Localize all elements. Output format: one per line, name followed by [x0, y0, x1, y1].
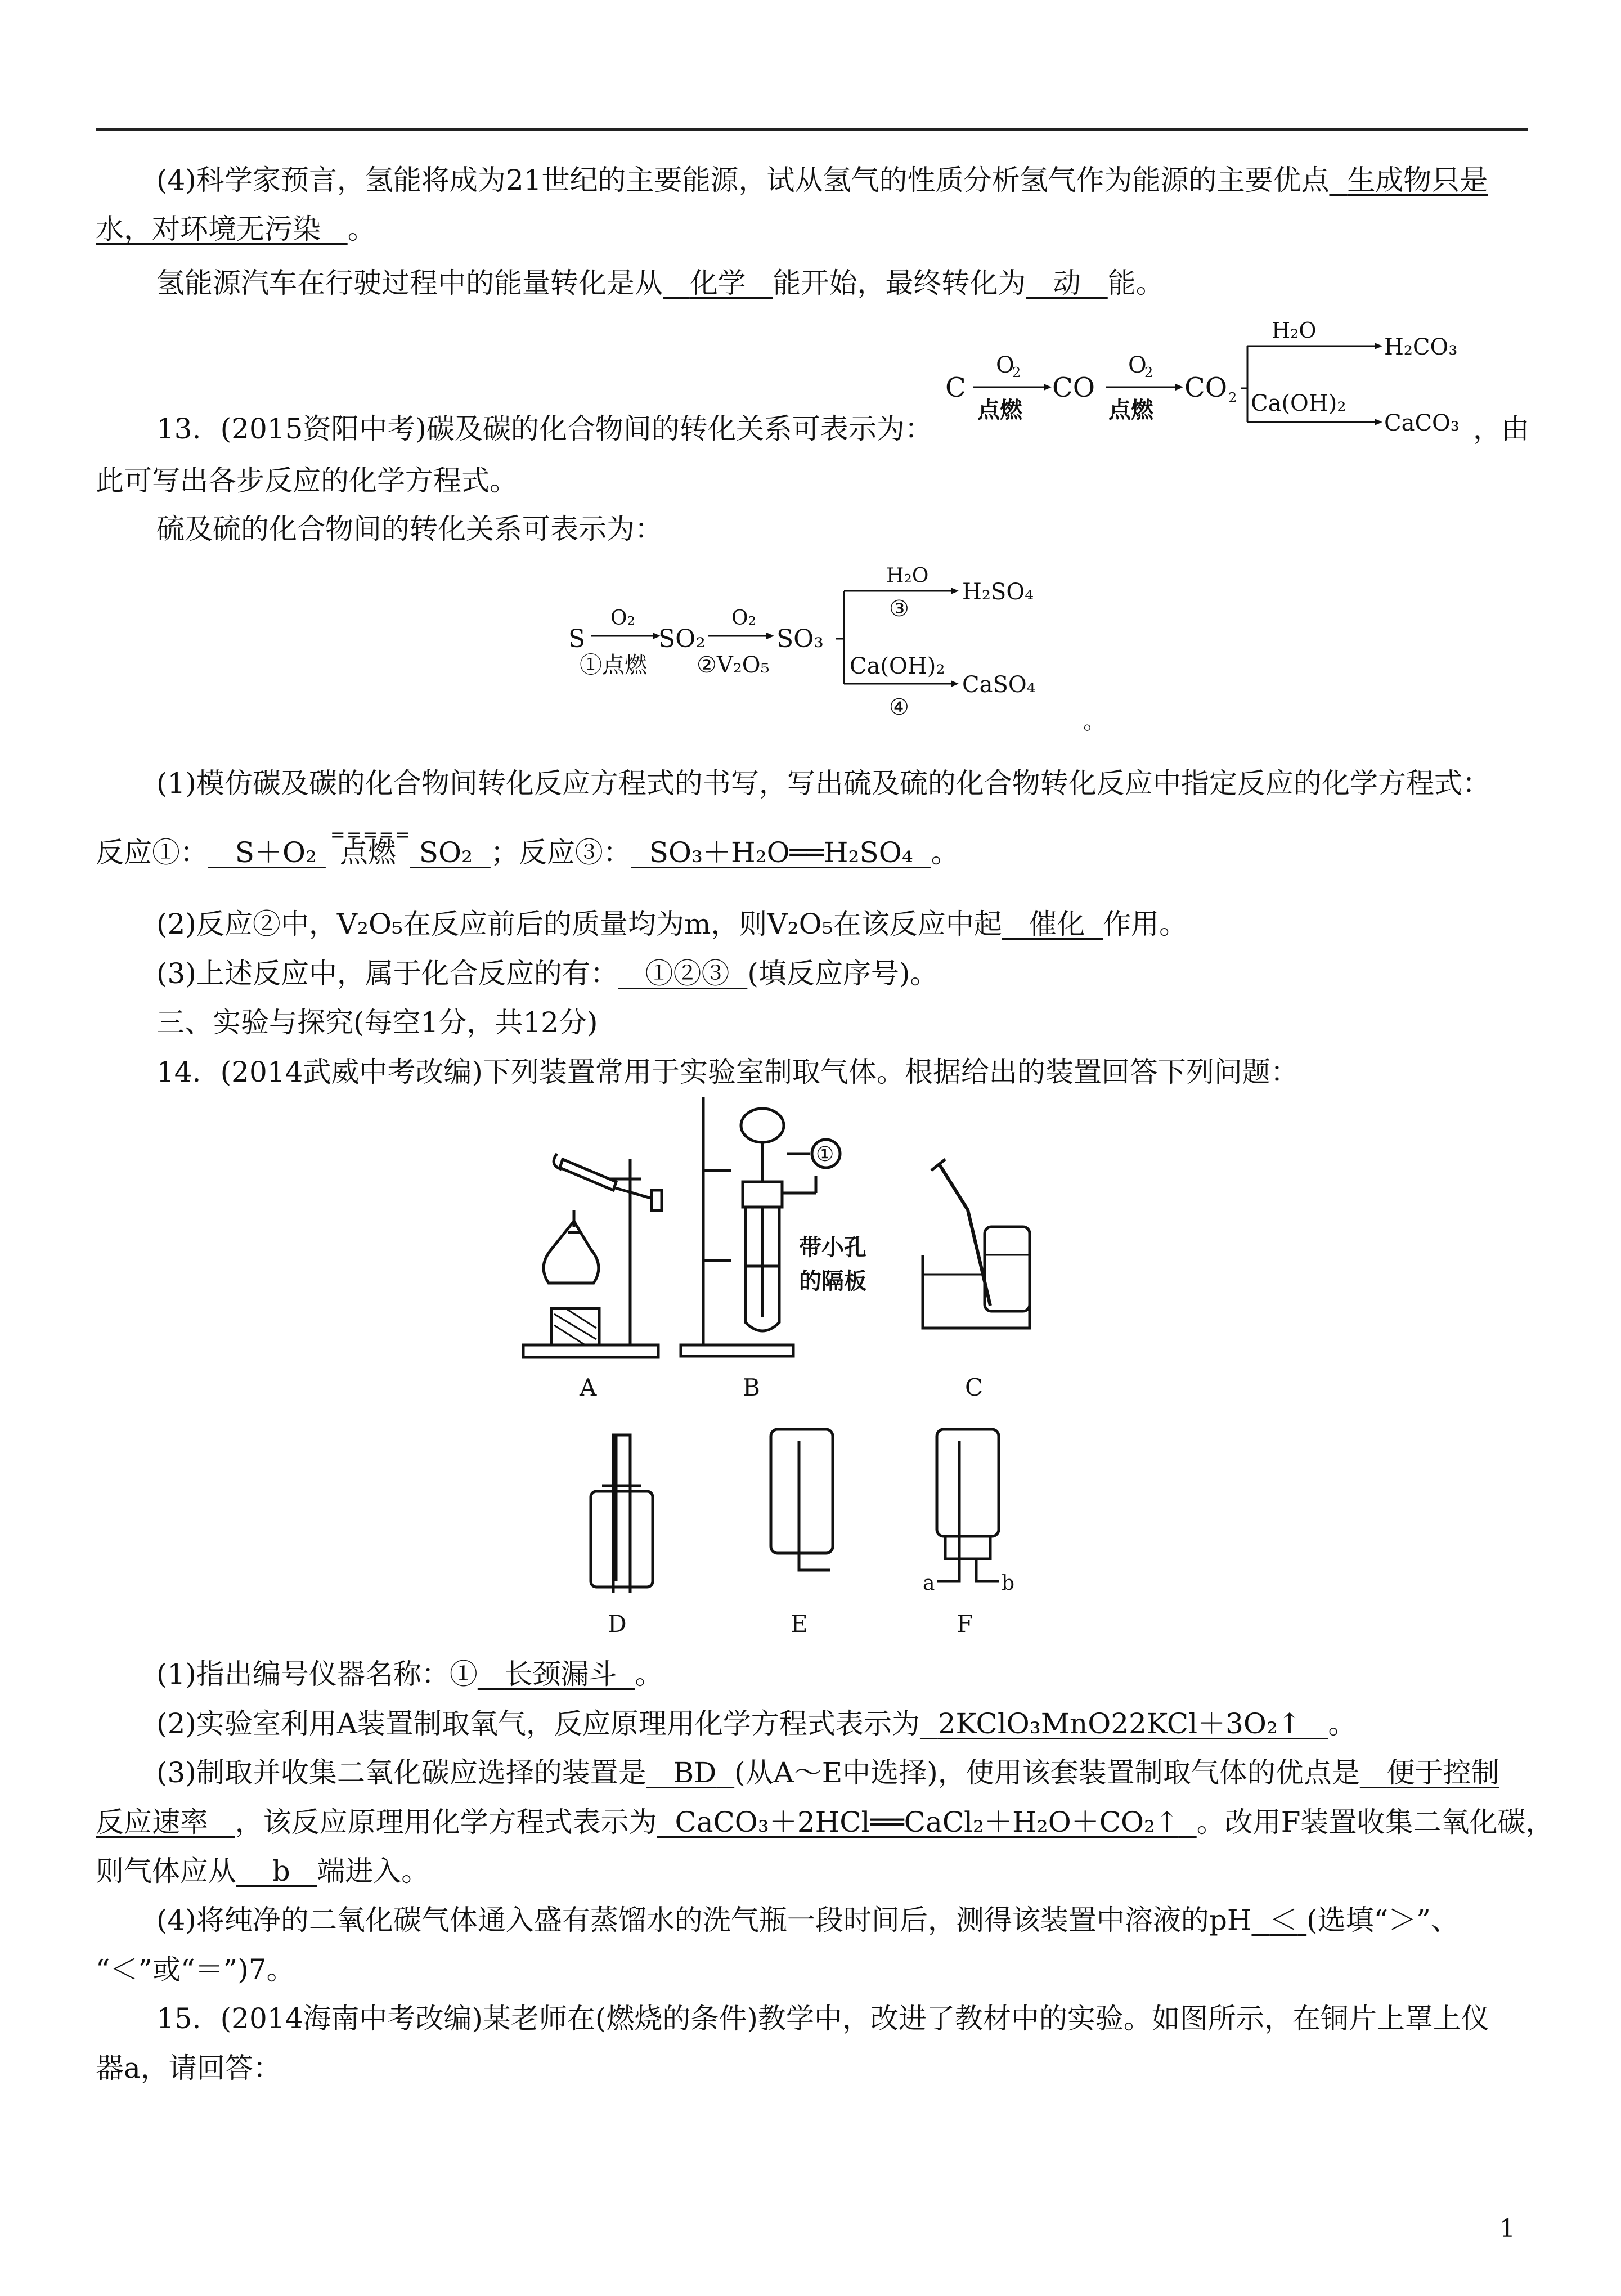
sulfur-so3: SO₃ — [776, 625, 824, 653]
q13-p3: (3)上述反应中，属于化合反应的有： ①②③ (填反应序号)。 — [156, 957, 939, 990]
sulfur-step4: ④ — [889, 694, 909, 720]
q14-p3-line1: (3)制取并收集二氧化碳应选择的装置是 BD (从A～E中选择)，使用该套装置制取气体的优点是 便于控制 — [156, 1756, 1499, 1789]
apparatus-a — [523, 1154, 662, 1357]
q12-p4-line2: 水，对环境无污染 。 — [96, 213, 376, 245]
carbon-co2: CO — [1184, 372, 1228, 403]
q13-p2-answer: 催化 — [1029, 908, 1085, 940]
q13-line3: 硫及硫的化合物间的转化关系可表示为： — [156, 513, 663, 545]
q13-intro: 13．(2015资阳中考)碳及碳的化合物间的转化关系可表示为： — [156, 412, 933, 445]
q13-p2: (2)反应②中，V₂O₅在反应前后的质量均为m，则V₂O₅在该反应中起 催化 作用。 — [156, 908, 1188, 940]
q14-p4-line1: (4)将纯净的二氧化碳气体通入盛有蒸馏水的洗气瓶一段时间后，测得该装置中溶液的pH ＜ (选填“＞”、 — [156, 1904, 1459, 1936]
carbon-caco3: CaCO₃ — [1384, 410, 1460, 436]
q12-energy-answer2: 动 — [1053, 267, 1081, 299]
q15-line2: 器a，请回答： — [96, 2052, 281, 2084]
carbon-h2o: H₂O — [1272, 318, 1317, 343]
q14-p3-answer1: BD — [673, 1756, 717, 1789]
carbon-caoh2: Ca(OH)₂ — [1251, 391, 1346, 416]
apparatus-e — [771, 1429, 833, 1570]
q14-p1: (1)指出编号仪器名称：① 长颈漏斗 。 — [156, 1658, 663, 1690]
carbon-o2-b: O — [1128, 352, 1147, 378]
q14-p2: (2)实验室利用A装置制取氧气，反应原理用化学方程式表示为 2KClO₃MnO22KCl＋3O₂↑ 。 — [156, 1707, 1357, 1740]
sulfur-step3: ③ — [889, 596, 909, 622]
q14-p3-answer2a: 便于控制 — [1386, 1756, 1499, 1789]
sulfur-o2-a: O₂ — [610, 607, 635, 630]
sulfur-caoh2: Ca(OH)₂ — [850, 653, 945, 679]
sulfur-caso4: CaSO₄ — [962, 672, 1036, 698]
svg-text:2: 2 — [1144, 365, 1153, 380]
apparatus-circle-1: ① — [816, 1143, 834, 1166]
sulfur-h2so4: H₂SO₄ — [962, 579, 1034, 605]
q13-r1-condition: ===== 点燃 — [330, 824, 411, 869]
sulfur-o2-b: O₂ — [731, 607, 756, 630]
apparatus-port-a: a — [923, 1572, 935, 1595]
apparatus-port-b: b — [1002, 1572, 1015, 1595]
q14-p4-line2: “＜”或“＝”)7。 — [96, 1953, 295, 1986]
apparatus-label-c: C — [965, 1374, 984, 1401]
svg-text:2: 2 — [1012, 365, 1021, 380]
carbon-c: C — [945, 372, 966, 403]
sulfur-so2: SO₂ — [658, 625, 706, 653]
page-number: 1 — [1499, 2214, 1515, 2243]
q15-line1: 15．(2014海南中考改编)某老师在(燃烧的条件)教学中，改进了教材中的实验。如图所示，在铜片上罩上仪 — [156, 2002, 1489, 2035]
q13-r1-answer: S＋O₂ — [235, 836, 317, 869]
carbon-o2-a: O — [996, 352, 1014, 378]
carbon-fire-1: 点燃 — [977, 397, 1022, 423]
q14-p3-answer2b: 反应速率 — [96, 1806, 208, 1838]
q13-p1: (1)模仿碳及碳的化合物间转化反应方程式的书写，写出硫及硫的化合物转化反应中指定反应的化学方程式： — [156, 767, 1490, 800]
apparatus-label-a: A — [580, 1374, 597, 1401]
sulfur-s: S — [568, 625, 586, 653]
q13-r3-answer: SO₃＋H₂O══H₂SO₄ — [649, 836, 913, 869]
q13-line2: 此可写出各步反应的化学方程式。 — [96, 464, 518, 497]
q14-intro: 14．(2014武威中考改编)下列装置常用于实验室制取气体。根据给出的装置回答下列问题： — [156, 1056, 1299, 1088]
apparatus-figure — [518, 1097, 1137, 1643]
apparatus-label-e: E — [791, 1610, 808, 1638]
q12-p4-answer1: 生成物只是 — [1347, 164, 1488, 196]
sulfur-conversion-diagram — [557, 554, 1108, 740]
q14-p2-answer: 2KClO₃MnO22KCl＋3O₂↑ — [937, 1707, 1301, 1740]
q14-p3-line2: 反应速率 ，该反应原理用化学方程式表示为 CaCO₃＋2HCl══CaCl₂＋H₂O＋CO₂↑ 。改用F装置收集二氧化碳， — [96, 1806, 1554, 1838]
q14-p3-answer4: b — [272, 1855, 290, 1887]
q13-reactions: 反应①： S＋O₂ ===== 点燃 SO₂ ；反应③： SO₃＋H₂O══H₂SO₄ 。 — [96, 824, 959, 869]
q12-energy-line: 氢能源汽车在行驶过程中的能量转化是从 化学 能开始，最终转化为 动 能。 — [156, 267, 1164, 299]
apparatus-partition-1: 带小孔 — [799, 1234, 866, 1261]
apparatus-partition-2: 的隔板 — [799, 1268, 866, 1294]
q13-intro-tail: ，由 — [1473, 412, 1529, 445]
sulfur-h2o: H₂O — [886, 564, 929, 588]
apparatus-b — [681, 1097, 840, 1356]
apparatus-c — [923, 1159, 1030, 1328]
q13-r1-product: SO₂ — [419, 836, 473, 869]
header-rule — [96, 128, 1528, 131]
q13-p3-answer: ①②③ — [645, 957, 730, 990]
carbon-h2co3: H₂CO₃ — [1384, 334, 1458, 360]
sulfur-step1: ①点燃 — [580, 652, 647, 678]
q12-energy-answer1: 化学 — [689, 267, 746, 299]
apparatus-label-b: B — [743, 1374, 760, 1401]
sulfur-step2: ②V₂O₅ — [697, 652, 770, 678]
sulfur-end: 。 — [1083, 708, 1106, 734]
q14-p3-line3: 则气体应从 b 端进入。 — [96, 1855, 430, 1887]
carbon-conversion-diagram — [937, 310, 1477, 450]
q12-p4-line1: (4)科学家预言，氢能将成为21世纪的主要能源，试从氢气的性质分析氢气作为能源的主要优点 生成物只是 — [156, 164, 1488, 196]
q12-p4-answer2: 水，对环境无污染 — [96, 213, 321, 245]
apparatus-label-f: F — [957, 1610, 973, 1638]
svg-text:2: 2 — [1228, 390, 1237, 406]
q14-p3-answer3: CaCO₃＋2HCl══CaCl₂＋H₂O＋CO₂↑ — [675, 1806, 1179, 1838]
section3-title: 三、实验与探究(每空1分，共12分) — [156, 1006, 598, 1039]
apparatus-label-d: D — [608, 1610, 627, 1638]
carbon-co: CO — [1052, 372, 1095, 403]
q14-p1-answer: 长颈漏斗 — [504, 1658, 617, 1690]
carbon-fire-2: 点燃 — [1108, 397, 1153, 423]
q14-p4-answer: ＜ — [1269, 1904, 1298, 1936]
apparatus-f — [937, 1429, 999, 1581]
apparatus-d — [591, 1435, 653, 1593]
